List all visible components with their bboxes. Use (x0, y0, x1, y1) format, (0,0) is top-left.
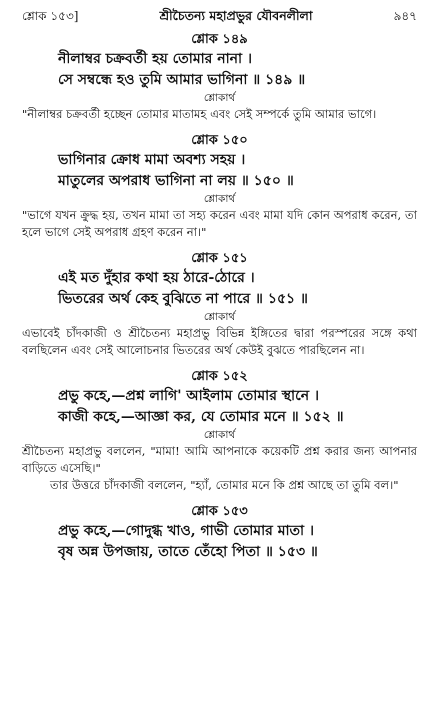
verse-section-152 (22, 368, 417, 494)
translation-text: "নীলাম্বর চক্রবর্তী হচ্ছেন তোমার মাতামহ এবং সেই সম্পর্কে তুমি আমার ভাগে। (22, 107, 377, 121)
translation-text: "ভাগে যখন ক্রুদ্ধ হয়, তখন মামা তা সহ্য করেন এবং মামা যদি কোন অপরাধ করেন, তা হলে ভাগে সেই অপরাধ গ্রহণ করেন না।" (22, 208, 417, 239)
verse-heading: শ্লোক ১৪৯ (191, 32, 248, 47)
header-verse-ref: শ্লোক ১৫৩] (22, 9, 79, 23)
spacer (22, 123, 417, 132)
header-chapter-title: শ্রীচৈতন্য মহাপ্রভুর যৌবনলীলা (159, 8, 313, 23)
spacer (22, 241, 417, 250)
verse-line: প্রভু কহে,—গোদুগ্ধ খাও, গাভী তোমার মাতা । (58, 523, 314, 539)
translation-text: এভাবেই চাঁদকাজী ও শ্রীচৈতন্য মহাপ্রভু বিভিন্ন ইঙ্গিতের দ্বারা পরস্পরের সঙ্গে কথা বলছিলেন এবং সেই আলোচনার ভিতরের অর্থ কেউই বুঝতে পারছিলেন না। (22, 326, 417, 357)
verse-line: মাতুলের অপরাধ ভাগিনা না লয় ॥ ১৫০ ॥ (58, 173, 294, 189)
verse-heading: শ্লোক ১৫৩ (191, 504, 248, 519)
verse-heading: শ্লোক ১৫২ (191, 369, 248, 384)
verse-section-153 (22, 503, 417, 563)
spacer (22, 494, 417, 503)
verse-line: প্রভু কহে,—প্রশ্ন লাগি' আইলাম তোমার স্থানে । (58, 388, 319, 404)
verse-line: বৃষ অন্ন উপজায়, তাতে তেঁহো পিতা ॥ ১৫৩ ॥ (58, 544, 318, 560)
verse-line: কাজী কহে,—আজ্ঞা কর, যে তোমার মনে ॥ ১৫২ ॥ (58, 409, 344, 425)
translation-heading: শ্লোকার্থ (203, 429, 236, 441)
verse-heading: শ্লোক ১৫১ (191, 251, 248, 266)
verse-line: ভিতরের অর্থ কেহ বুঝিতে না পারে ॥ ১৫১ ॥ (58, 291, 308, 307)
translation-text: তার উত্তরে চাঁদকাজী বললেন, "হ্যাঁ, তোমার মনে কি প্রশ্ন আছে তা তুমি বল।" (50, 478, 399, 492)
verse-line: সে সম্বন্ধে হও তুমি আমার ভাগিনা ॥ ১৪৯ ॥ (58, 72, 306, 88)
running-header (22, 8, 417, 26)
verse-section-149 (22, 31, 417, 123)
verse-line: ভাগিনার ক্রোধ মামা অবশ্য সহয় । (58, 152, 246, 168)
verse-line: এই মত দুঁহার কথা হয় ঠারে-ঠোরে । (58, 270, 255, 286)
verse-line: নীলাম্বর চক্রবর্তী হয় তোমার নানা । (58, 51, 252, 67)
verse-section-150 (22, 132, 417, 241)
translation-heading: শ্লোকার্থ (203, 311, 236, 323)
translation-text: শ্রীচৈতন্য মহাপ্রভু বললেন, "মামা! আমি আপনাকে কয়েকটি প্রশ্ন করার জন্য আপনার বাড়িতে এসেছি।" (22, 444, 417, 475)
page-number: ৯৪৭ (393, 9, 417, 23)
translation-heading: শ্লোকার্থ (203, 92, 236, 104)
spacer (22, 359, 417, 368)
translation-heading: শ্লোকার্থ (203, 193, 236, 205)
verse-section-151 (22, 250, 417, 359)
verse-heading: শ্লোক ১৫০ (191, 133, 248, 148)
